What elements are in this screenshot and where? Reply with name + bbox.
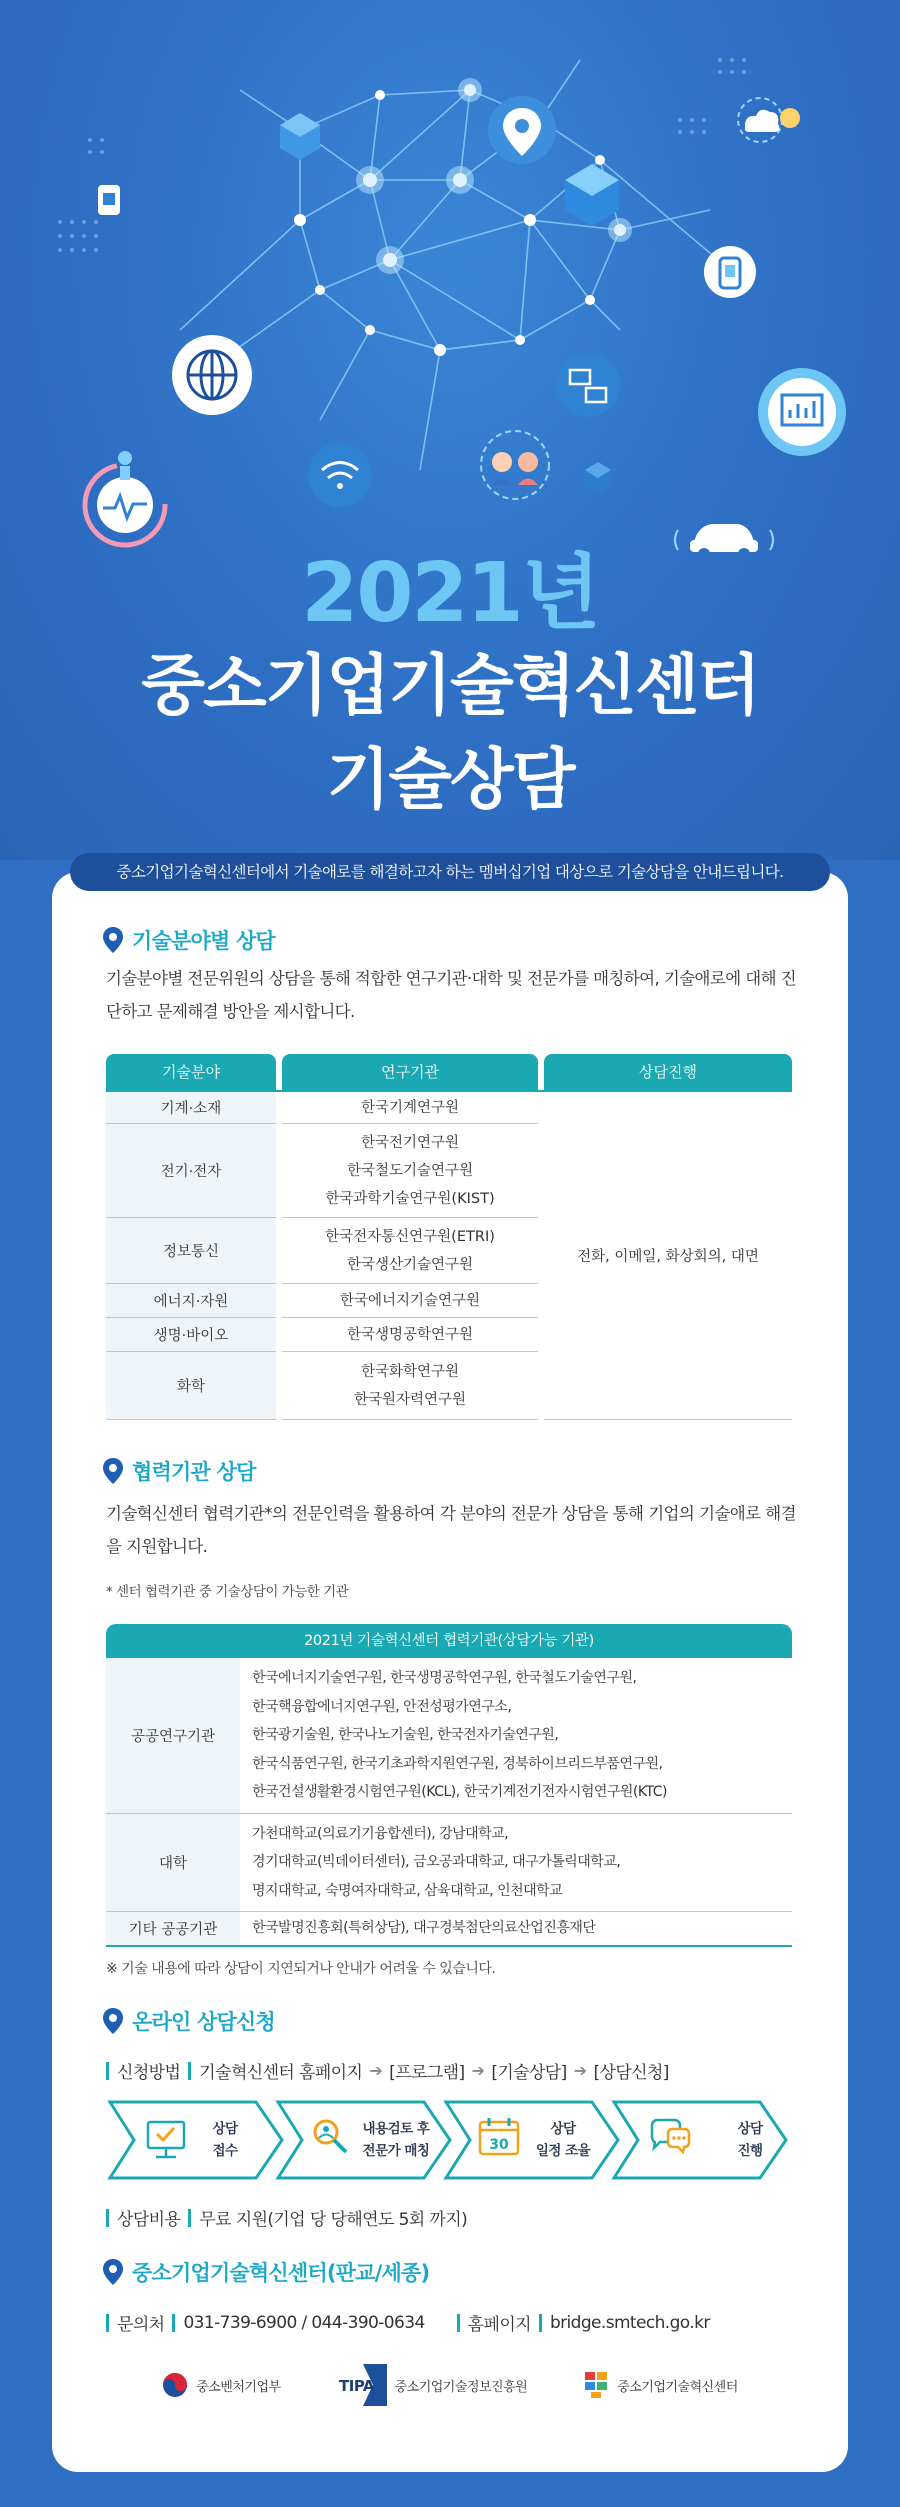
institute-name: 한국생명공학연구원 <box>346 1326 474 1343</box>
table-cell-institutes <box>282 1352 538 1420</box>
institute-name: 한국원자력연구원 <box>353 1391 467 1408</box>
homepage-label: 홈페이지 <box>467 2315 531 2335</box>
process-step-2 <box>274 2098 456 2182</box>
step-label <box>200 2118 250 2162</box>
location-pin-icon <box>102 2007 124 2035</box>
step-label-line1: 상담 <box>550 2121 576 2137</box>
intro-banner: 중소기업기술혁신센터에서 기술애로를 해결하고자 하는 멤버십기업 대상으로 기술상담을 안내드립니다. <box>70 853 830 891</box>
section1-title: 기술분야별 상담 <box>132 929 275 953</box>
tech-network-illustration <box>0 0 900 560</box>
label-bar <box>106 2209 109 2227</box>
table-cell-field: 에너지·자원 <box>106 1284 276 1318</box>
section2-description: 기술혁신센터 협력기관*의 전문인력을 활용하여 각 분야의 전문가 상담을 통해 기업의 기술애로 해결을 지원합니다. <box>106 1504 796 1556</box>
logo-mss <box>162 2372 280 2398</box>
table-header-institute: 연구기관 <box>282 1054 538 1090</box>
homepage-link[interactable]: bridge.smtech.go.kr <box>549 2312 710 2333</box>
partner-note: * 센터 협력기관 중 기술상담이 가능한 기관 <box>106 1584 349 1600</box>
table-cell-institutes <box>282 1124 538 1218</box>
step-label-line2: 접수 <box>212 2143 238 2159</box>
location-pin-icon <box>102 2258 124 2286</box>
apply-method-site: 기술혁신센터 홈페이지 <box>199 2063 363 2083</box>
table-row <box>106 1814 792 1913</box>
table-header-row <box>106 1054 792 1090</box>
partner-category: 기타 공공기관 <box>106 1912 240 1945</box>
field-column <box>106 1092 276 1420</box>
partner-list <box>240 1814 792 1912</box>
partner-list <box>240 1658 792 1813</box>
partner-line: 한국건설생활환경시험연구원(KCL), 한국기계전기전자시험연구원(KTC) <box>252 1784 667 1800</box>
year-heading: 2021년 <box>301 546 599 641</box>
table-cell-field: 전기·전자 <box>106 1124 276 1218</box>
institute-name: 한국과학기술연구원(KIST) <box>325 1190 495 1207</box>
logo-center <box>583 2370 738 2400</box>
table-cell-institutes <box>282 1318 538 1352</box>
partner-line: 명지대학교, 숙명여자대학교, 삼육대학교, 인천대학교 <box>252 1882 563 1899</box>
calendar-badge: 30 <box>489 2137 509 2153</box>
step-label <box>356 2118 436 2162</box>
label-bar <box>106 2314 109 2332</box>
institute-name: 한국전기연구원 <box>360 1134 460 1151</box>
section4-title: 중소기업기술혁신센터(판교/세종) <box>132 2261 430 2285</box>
magnifier-person-icon <box>308 2114 354 2164</box>
section1-description: 기술분야별 전문위원의 상담을 통해 적합한 연구기관·대학 및 전문가를 매칭하여, 기술애로에 대해 진단하고 문제해결 방안을 제시합니다. <box>106 969 796 1021</box>
innovation-center-logo-icon <box>583 2370 609 2400</box>
label-bar <box>539 2314 542 2332</box>
section2-title: 협력기관 상담 <box>132 1460 256 1484</box>
institute-name: 한국철도기술연구원 <box>346 1162 474 1179</box>
location-pin-icon <box>102 1457 124 1485</box>
partner-category: 대학 <box>106 1814 240 1912</box>
cost-label: 상담비용 <box>117 2210 181 2230</box>
speech-bubbles-icon <box>646 2114 692 2164</box>
table-cell-institutes <box>282 1218 538 1284</box>
table-row <box>106 1658 792 1814</box>
partner-table-header: 2021년 기술혁신센터 협력기관(상담가능 기관) <box>106 1624 792 1658</box>
process-step-1 <box>106 2098 288 2182</box>
table-header-field: 기술분야 <box>106 1054 276 1090</box>
chevron-shape <box>106 2098 288 2182</box>
table-cell-institutes <box>282 1092 538 1124</box>
path-step: [기술상담] <box>491 2063 567 2083</box>
section3-heading <box>102 2004 275 2038</box>
partner-category: 공공연구기관 <box>106 1658 240 1813</box>
label-bar <box>188 2062 191 2080</box>
calendar-icon <box>476 2114 522 2164</box>
section3-title: 온라인 상담신청 <box>132 2010 275 2034</box>
logo-center-text: 중소기업기술혁신센터 <box>617 2379 738 2395</box>
institute-name: 한국에너지기술연구원 <box>339 1292 481 1309</box>
table-header-method: 상담진행 <box>544 1054 792 1090</box>
path-step: [프로그램] <box>389 2063 465 2083</box>
cost-line <box>106 2205 467 2230</box>
table-cell-institutes <box>282 1284 538 1318</box>
contact-value: 031-739-6900 / 044-390-0634 <box>183 2312 425 2333</box>
taegeuk-logo-icon <box>162 2372 188 2398</box>
page-title-line2: 기술상담 <box>326 741 574 818</box>
tipa-mark: TIPA <box>338 2377 374 2395</box>
process-steps <box>106 2098 792 2182</box>
apply-method-label: 신청방법 <box>117 2063 181 2083</box>
table-body <box>106 1092 792 1420</box>
step-label-line1: 내용검토 후 <box>362 2121 430 2137</box>
field-consulting-table <box>106 1054 792 1420</box>
page-title-line1: 중소기업기술혁신센터 <box>141 647 759 724</box>
monitor-check-icon <box>144 2114 190 2164</box>
label-bar <box>106 2062 109 2080</box>
institute-name: 한국화학연구원 <box>360 1363 460 1380</box>
delay-footnote: ※ 기술 내용에 따라 상담이 지연되거나 안내가 어려울 수 있습니다. <box>106 1961 496 1977</box>
arrow-right-icon: ➔ <box>471 2061 485 2080</box>
step-label <box>528 2118 598 2162</box>
contact-label: 문의처 <box>117 2315 165 2335</box>
step-label-line1: 상담 <box>212 2121 238 2137</box>
process-step-3 <box>442 2098 624 2182</box>
partner-line: 한국핵융합에너지연구원, 안전성평가연구소, <box>252 1698 512 1715</box>
table-row <box>106 1912 792 1947</box>
partner-line: 한국광기술원, 한국나노기술원, 한국전자기술연구원, <box>252 1727 559 1743</box>
institute-name: 한국전자통신연구원(ETRI) <box>325 1228 495 1245</box>
partner-table <box>106 1624 792 1947</box>
section1-heading <box>102 923 275 957</box>
process-step-4 <box>610 2098 792 2182</box>
partner-list <box>240 1912 792 1945</box>
section4-heading <box>102 2255 429 2289</box>
arrow-right-icon: ➔ <box>369 2061 383 2080</box>
logo-mss-text: 중소벤처기업부 <box>196 2379 281 2395</box>
step-label-line2: 일정 조율 <box>535 2143 591 2159</box>
table-cell-field: 화학 <box>106 1352 276 1420</box>
institute-name: 한국생산기술연구원 <box>346 1256 474 1273</box>
apply-method-line <box>106 2058 669 2083</box>
partner-line: 한국에너지기술연구원, 한국생명공학연구원, 한국철도기술연구원, <box>252 1670 637 1686</box>
path-step: [상담신청] <box>593 2063 669 2083</box>
footer-logos <box>52 2350 848 2420</box>
partner-line: 한국발명진흥회(특허상담), 대구경북첨단의료산업진흥재단 <box>252 1920 596 1936</box>
institute-column <box>282 1092 538 1420</box>
location-pin-icon <box>102 926 124 954</box>
label-bar <box>188 2209 191 2227</box>
table-cell-field: 기계·소재 <box>106 1092 276 1124</box>
contact-line <box>106 2310 710 2335</box>
table-cell-field: 생명·바이오 <box>106 1318 276 1352</box>
partner-line: 가천대학교(의료기기융합센터), 강남대학교, <box>252 1825 509 1842</box>
logo-tipa-text: 중소기업기술정보진흥원 <box>394 2379 528 2395</box>
institute-name: 한국기계연구원 <box>360 1099 460 1116</box>
logo-tipa <box>337 2364 528 2406</box>
step-label-line2: 전문가 매칭 <box>362 2143 430 2159</box>
cost-value: 무료 지원(기업 당 당해연도 5회 까지) <box>199 2210 468 2230</box>
step-label <box>730 2118 770 2162</box>
partner-line: 한국식품연구원, 한국기초과학지원연구원, 경북하이브리드부품연구원, <box>252 1755 663 1772</box>
step-label-line2: 진행 <box>737 2143 763 2159</box>
section2-heading <box>102 1454 255 1488</box>
label-bar <box>172 2314 175 2332</box>
partner-line: 경기대학교(빅데이터센터), 금오공과대학교, 대구가톨릭대학교, <box>252 1854 621 1870</box>
table-cell-method: 전화, 이메일, 화상회의, 대면 <box>544 1092 792 1420</box>
label-bar <box>457 2314 460 2332</box>
method-column <box>544 1092 792 1420</box>
arrow-right-icon: ➔ <box>573 2061 587 2080</box>
tipa-logo-icon <box>337 2364 387 2406</box>
step-label-line1: 상담 <box>737 2121 763 2137</box>
table-cell-field: 정보통신 <box>106 1218 276 1284</box>
